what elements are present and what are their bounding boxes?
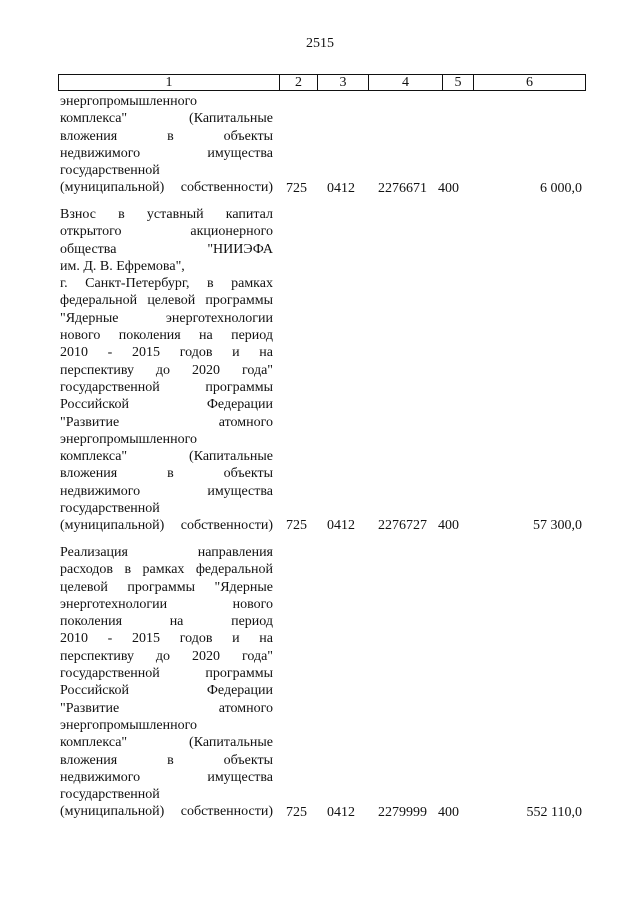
row-code-admin: 725	[286, 180, 307, 196]
description-line: Взнос в уставный капитал	[60, 207, 273, 222]
description-line: нового поколения на период	[60, 328, 273, 344]
description-line: (муниципальной) собственности)	[60, 180, 273, 196]
row-code-section: 0412	[327, 180, 355, 196]
row-code-admin: 725	[286, 518, 307, 534]
row-code-target: 2276671	[378, 180, 427, 196]
description-line: перспективу до 2020 года"	[60, 362, 273, 378]
column-header-4: 4	[369, 75, 443, 91]
description-line: им. Д. В. Ефремова",	[60, 258, 185, 274]
row-code-target: 2279999	[378, 804, 427, 820]
description-line: энерготехнологии нового	[60, 596, 273, 612]
description-line: целевой программы "Ядерные	[60, 579, 273, 595]
description-line: общества "НИИЭФА	[60, 241, 273, 257]
page-number: 2515	[306, 36, 334, 51]
description-line: расходов в рамках федеральной	[60, 562, 273, 578]
description-line: (муниципальной) собственности)	[60, 804, 273, 820]
description-line: 2010 - 2015 годов и на	[60, 631, 273, 647]
description-line: 2010 - 2015 годов и на	[60, 345, 273, 361]
row-amount: 552 110,0	[526, 804, 582, 820]
description-line: Российской Федерации	[60, 397, 273, 413]
row-description	[60, 544, 273, 821]
row-code-target: 2276727	[378, 518, 427, 534]
description-line: комплекса" (Капитальные	[60, 111, 273, 127]
column-header-2: 2	[280, 75, 318, 91]
description-line: государственной программы	[60, 379, 273, 395]
description-line: недвижимого имущества	[60, 145, 273, 161]
description-line: поколения на период	[60, 614, 273, 630]
description-line: комплекса" (Капитальные	[60, 735, 273, 751]
description-line: г. Санкт-Петербург, в рамках	[60, 276, 273, 292]
description-line: федеральной целевой программы	[60, 293, 273, 309]
row-code-section: 0412	[327, 518, 355, 534]
description-line: недвижимого имущества	[60, 483, 273, 499]
description-line: комплекса" (Капитальные	[60, 449, 273, 465]
description-line: государственной	[60, 501, 160, 517]
description-line: (муниципальной) собственности)	[60, 518, 273, 534]
row-code-type: 400	[438, 804, 459, 820]
column-header-5: 5	[443, 75, 474, 91]
description-line: государственной	[60, 163, 160, 179]
description-line: вложения в объекты	[60, 128, 273, 144]
description-line: вложения в объекты	[60, 752, 273, 768]
description-line: энергопромышленного	[60, 717, 197, 733]
row-code-type: 400	[438, 180, 459, 196]
description-line: энергопромышленного	[60, 431, 197, 447]
description-line: "Развитие атомного	[60, 414, 273, 430]
description-line: "Развитие атомного	[60, 700, 273, 716]
description-line: Реализация направления	[60, 545, 273, 560]
description-line: государственной программы	[60, 666, 273, 682]
row-code-type: 400	[438, 518, 459, 534]
row-code-section: 0412	[327, 804, 355, 820]
row-amount: 6 000,0	[540, 180, 582, 196]
description-line: открытого акционерного	[60, 224, 273, 240]
description-line: "Ядерные энерготехнологии	[60, 310, 273, 326]
description-line: энергопромышленного	[60, 94, 197, 109]
row-description	[60, 93, 273, 197]
description-line: недвижимого имущества	[60, 769, 273, 785]
description-line: государственной	[60, 787, 160, 803]
column-header-1: 1	[59, 75, 280, 91]
row-code-admin: 725	[286, 804, 307, 820]
column-header-table	[58, 74, 586, 91]
row-amount: 57 300,0	[533, 518, 582, 534]
column-header-3: 3	[318, 75, 369, 91]
row-description	[60, 206, 273, 535]
description-line: Российской Федерации	[60, 683, 273, 699]
description-line: вложения в объекты	[60, 466, 273, 482]
description-line: перспективу до 2020 года"	[60, 648, 273, 664]
column-header-6: 6	[474, 75, 586, 91]
